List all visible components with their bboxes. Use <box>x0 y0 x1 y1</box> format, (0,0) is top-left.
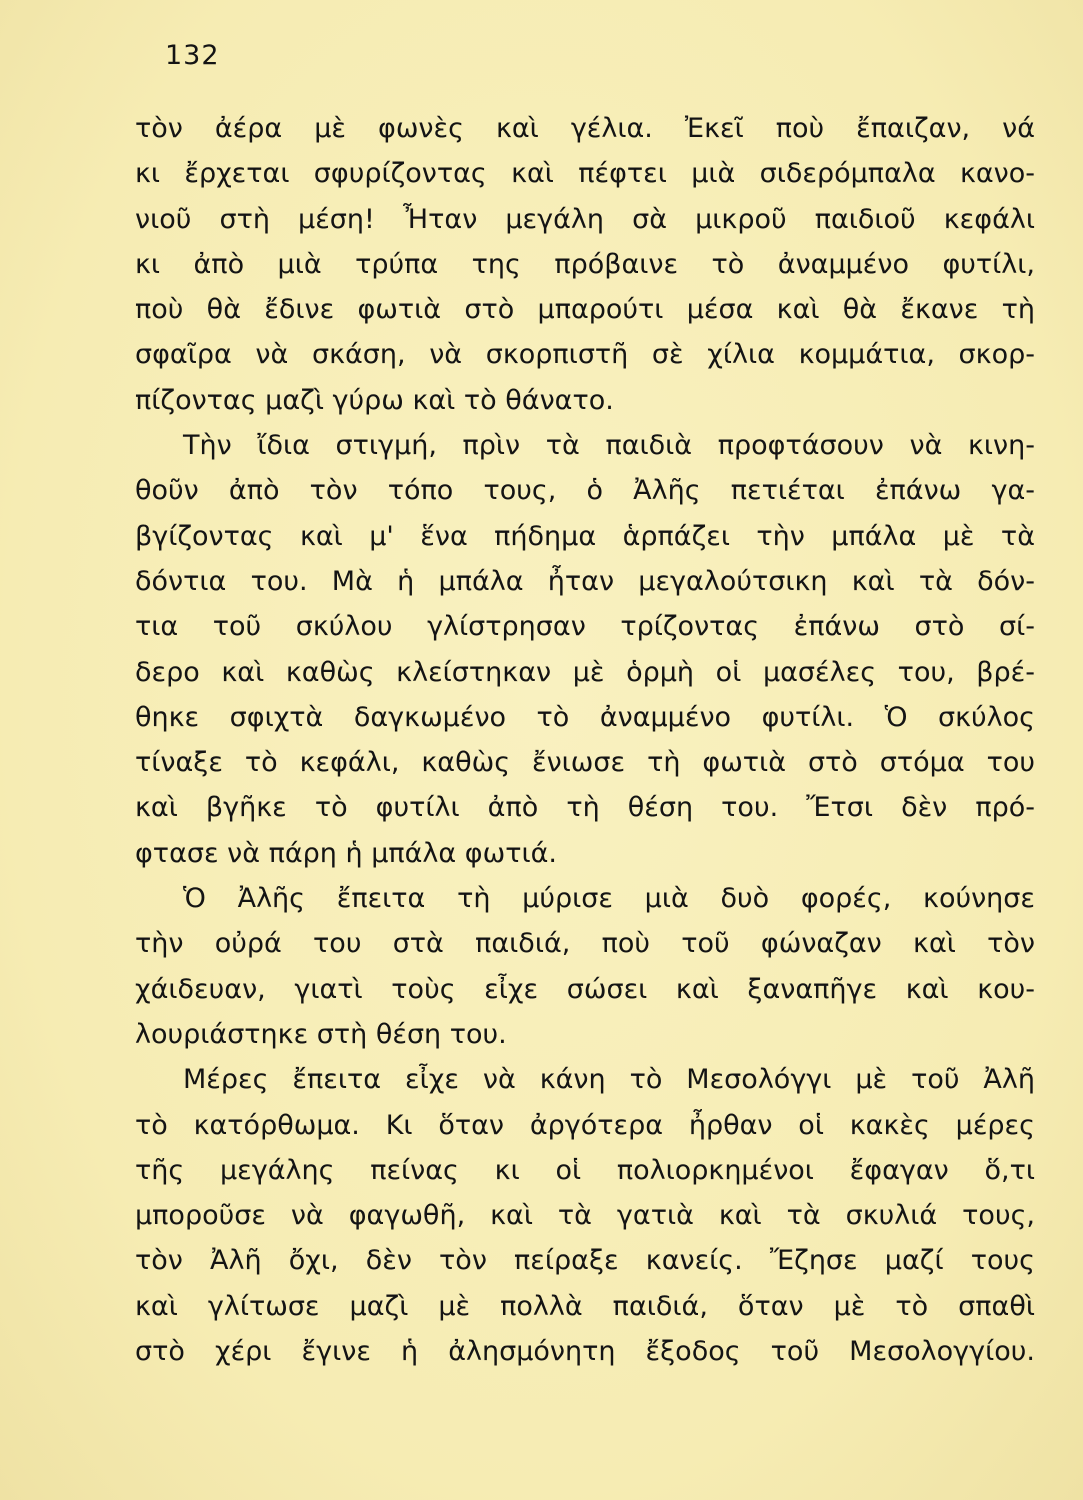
text-line: σφαῖρα νὰ σκάση, νὰ σκορπιστῆ σὲ χίλια κομμάτια, σκορ- <box>135 339 1035 371</box>
text-line: καὶ βγῆκε τὸ φυτίλι ἀπὸ τὴ θέση του. Ἔτσι δὲν πρό- <box>135 792 1035 824</box>
text-line: Μέρες ἔπειτα εἶχε νὰ κάνη τὸ Μεσολόγγι μὲ τοῦ Ἀλῆ <box>183 1064 1035 1096</box>
text-line: ποὺ θὰ ἔδινε φωτιὰ στὸ μπαρούτι μέσα καὶ θὰ ἔκανε τὴ <box>135 294 1035 326</box>
text-line: δερο καὶ καθὼς κλείστηκαν μὲ ὁρμὴ οἱ μασέλες του, βρέ- <box>135 656 1035 688</box>
paragraph-3 <box>135 876 1035 1057</box>
text-line: τὸ κατόρθωμα. Κι ὅταν ἀργότερα ἦρθαν οἱ κακὲς μέρες <box>135 1109 1035 1141</box>
text-line: φτασε νὰ πάρη ἡ μπάλα φωτιά. <box>135 837 557 869</box>
text-line: καὶ γλίτωσε μαζὶ μὲ πολλὰ παιδιά, ὅταν μὲ τὸ σπαθὶ <box>135 1290 1035 1322</box>
text-line: τὸν ἀέρα μὲ φωνὲς καὶ γέλια. Ἐκεῖ ποὺ ἔπαιζαν, νά <box>135 113 1035 144</box>
text-line: λουριάστηκε στὴ θέση του. <box>135 1018 507 1050</box>
text-line: δόντια του. Μὰ ἡ μπάλα ἦταν μεγαλούτσικη καὶ τὰ δόν- <box>135 565 1035 597</box>
body-text <box>135 106 1035 1374</box>
text-line: κι ἔρχεται σφυρίζοντας καὶ πέφτει μιὰ σιδερόμπαλα κανο- <box>135 158 1035 190</box>
text-line: Τὴν ἴδια στιγμή, πρὶν τὰ παιδιὰ προφτάσουν νὰ κινη- <box>183 430 1035 462</box>
text-line: θηκε σφιχτὰ δαγκωμένο τὸ ἀναμμένο φυτίλι. Ὁ σκύλος <box>135 701 1035 733</box>
text-line: τῆς μεγάλης πείνας κι οἱ πολιορκημένοι ἔφαγαν ὅ,τι <box>135 1154 1035 1186</box>
text-line: τια τοῦ σκύλου γλίστρησαν τρίζοντας ἐπάνω στὸ σί- <box>135 611 1035 643</box>
text-line: θοῦν ἀπὸ τὸν τόπο τους, ὁ Ἀλῆς πετιέται ἐπάνω γα- <box>135 475 1035 507</box>
page-number: 132 <box>165 40 220 71</box>
text-line: νιοῦ στὴ μέση! Ἦταν μεγάλη σὰ μικροῦ παιδιοῦ κεφάλι <box>135 203 1035 235</box>
paragraph-1 <box>135 106 1035 423</box>
text-line: κι ἀπὸ μιὰ τρύπα της πρόβαινε τὸ ἀναμμένο φυτίλι, <box>135 248 1035 280</box>
paragraph-4 <box>135 1057 1035 1374</box>
text-line: στὸ χέρι ἔγινε ἡ ἀλησμόνητη ἔξοδος τοῦ Μεσολογγίου. <box>135 1336 1035 1368</box>
text-line: μποροῦσε νὰ φαγωθῆ, καὶ τὰ γατιὰ καὶ τὰ σκυλιά τους, <box>135 1200 1035 1232</box>
text-line: πίζοντας μαζὶ γύρω καὶ τὸ θάνατο. <box>135 384 614 416</box>
text-line: τίναξε τὸ κεφάλι, καθὼς ἔνιωσε τὴ φωτιὰ στὸ στόμα του <box>135 747 1035 779</box>
paragraph-2 <box>135 423 1035 876</box>
text-line: χάιδευαν, γιατὶ τοὺς εἶχε σώσει καὶ ξαναπῆγε καὶ κου- <box>135 973 1035 1005</box>
text-line: τὸν Ἀλῆ ὄχι, δὲν τὸν πείραξε κανείς. Ἔζησε μαζί τους <box>135 1245 1035 1277</box>
text-line: τὴν οὐρά του στὰ παιδιά, ποὺ τοῦ φώναζαν καὶ τὸν <box>135 928 1035 960</box>
text-line: βγίζοντας καὶ μ' ἕνα πήδημα ἁρπάζει τὴν μπάλα μὲ τὰ <box>135 520 1035 552</box>
text-line: Ὁ Ἀλῆς ἔπειτα τὴ μύρισε μιὰ δυὸ φορές, κούνησε <box>183 883 1035 915</box>
